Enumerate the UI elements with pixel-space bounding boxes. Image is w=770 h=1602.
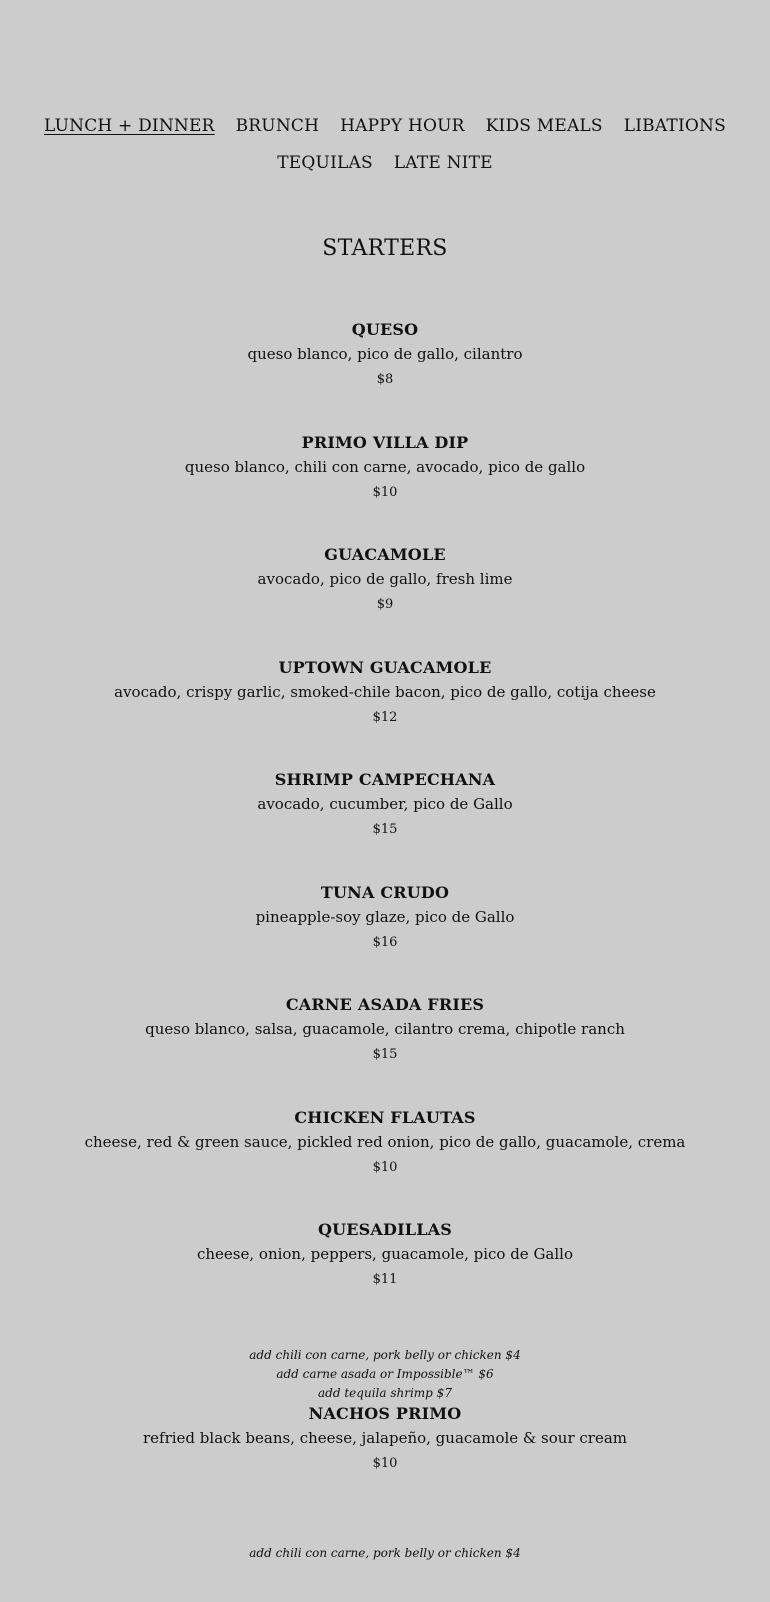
item-price: $12 — [372, 709, 398, 725]
item-description: avocado, pico de gallo, fresh lime — [257, 570, 513, 588]
item-description: cheese, onion, peppers, guacamole, pico de Gallo — [196, 1245, 574, 1263]
addon-line: add tequila shrimp $7 — [318, 1386, 452, 1400]
menu-item — [0, 1106, 770, 1219]
menu-item — [0, 656, 770, 769]
item-price: $11 — [372, 1272, 398, 1287]
menu-item — [0, 1402, 770, 1524]
addon-line: add chili con carne, pork belly or chicken $4 — [249, 1348, 521, 1362]
item-description: queso blanco, salsa, guacamole, cilantro crema, chipotle ranch — [145, 1020, 625, 1038]
item-name: CHICKEN FLAUTAS — [294, 1107, 476, 1127]
nav-lunch-dinner[interactable]: LUNCH + DINNER — [44, 116, 215, 136]
menu-item — [0, 768, 770, 881]
item-name: NACHOS PRIMO — [308, 1404, 462, 1423]
menu-item — [0, 993, 770, 1106]
item-price: $8 — [376, 372, 394, 387]
section-title: STARTERS — [322, 236, 448, 261]
item-description: avocado, crispy garlic, smoked-chile bacon, pico de gallo, cotija cheese — [114, 682, 656, 701]
item-name: GUACAMOLE — [324, 545, 446, 564]
item-name: TUNA CRUDO — [320, 882, 450, 902]
nav-tequilas[interactable]: TEQUILAS — [277, 153, 373, 173]
item-description: queso blanco, pico de gallo, cilantro — [247, 345, 523, 363]
nav-happy-hour[interactable]: HAPPY HOUR — [340, 116, 465, 136]
item-name: PRIMO VILLA DIP — [301, 432, 469, 452]
item-price: $10 — [372, 1456, 398, 1471]
menu-item — [0, 431, 770, 544]
item-name: SHRIMP CAMPECHANA — [274, 770, 496, 789]
menu-item — [0, 881, 770, 994]
item-description: pineapple-soy glaze, pico de Gallo — [255, 907, 515, 926]
menu-item — [0, 1218, 770, 1324]
item-description: avocado, cucumber, pico de Gallo — [257, 795, 513, 813]
addon-line: add carne asada or Impossible™ $6 — [276, 1367, 494, 1381]
nav-row-2 — [0, 153, 770, 190]
menu-item — [0, 318, 770, 431]
nav-brunch[interactable]: BRUNCH — [235, 116, 320, 136]
item-price: $10 — [372, 1159, 398, 1175]
addon-line: add chili con carne, pork belly or chicken $4 — [249, 1546, 521, 1560]
menu-list — [0, 318, 770, 1602]
item-name: QUESO — [351, 320, 419, 339]
menu-category-nav — [0, 116, 770, 190]
quesadilla-addons — [0, 1324, 770, 1402]
item-price: $15 — [372, 822, 398, 837]
nav-late-nite[interactable]: LATE NITE — [393, 153, 493, 173]
item-name: QUESADILLAS — [317, 1220, 453, 1239]
item-price: $10 — [372, 484, 398, 500]
item-price: $15 — [372, 1047, 398, 1062]
nav-libations[interactable]: LIBATIONS — [623, 116, 726, 136]
nachos-addons — [0, 1524, 770, 1602]
item-price: $16 — [372, 934, 398, 950]
item-price: $9 — [376, 597, 394, 612]
item-description: queso blanco, chili con carne, avocado, pico de gallo — [184, 457, 586, 476]
item-name: UPTOWN GUACAMOLE — [278, 657, 492, 677]
item-description: cheese, red & green sauce, pickled red onion, pico de gallo, guacamole, crema — [84, 1132, 686, 1151]
item-description: refried black beans, cheese, jalapeño, guacamole & sour cream — [142, 1429, 627, 1447]
item-name: CARNE ASADA FRIES — [285, 995, 485, 1014]
nav-row-1 — [0, 116, 770, 153]
nav-kids-meals[interactable]: KIDS MEALS — [485, 116, 603, 136]
menu-item — [0, 543, 770, 656]
